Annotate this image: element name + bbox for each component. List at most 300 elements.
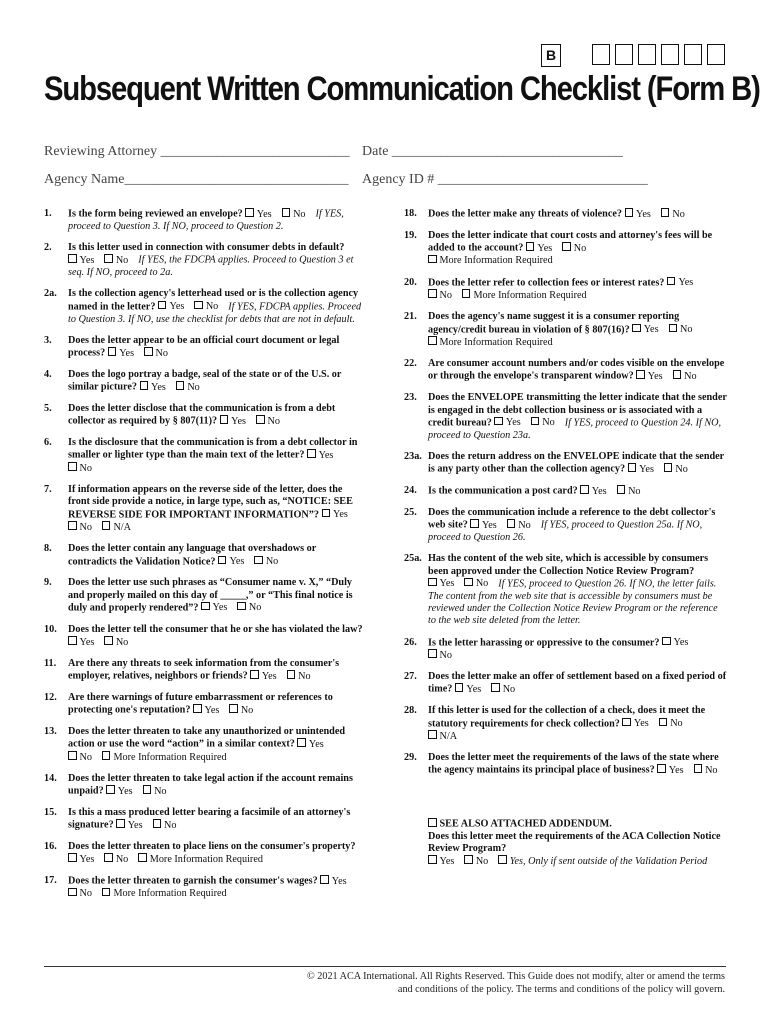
checkbox[interactable]	[144, 347, 153, 356]
question-number: 12.	[44, 691, 57, 703]
agency-id-field[interactable]: Agency ID # ______________________________	[362, 172, 648, 187]
checkbox[interactable]	[68, 888, 77, 897]
checkbox[interactable]	[68, 521, 77, 530]
checkbox[interactable]	[245, 208, 254, 217]
answer-option[interactable]	[143, 786, 167, 797]
answer-option[interactable]	[428, 578, 454, 589]
checkbox[interactable]	[622, 718, 631, 727]
question-number: 23.	[404, 392, 417, 404]
checkbox[interactable]	[102, 521, 111, 530]
question-options	[494, 417, 564, 428]
question-text: Is the communication a post card?	[428, 485, 581, 497]
checkbox[interactable]	[108, 347, 117, 356]
answer-option[interactable]	[144, 348, 168, 359]
question-body	[68, 335, 366, 360]
checkbox[interactable]	[116, 819, 125, 828]
question-number: 17.	[44, 875, 57, 887]
option-label: No	[628, 485, 641, 497]
option-label: More Information Required	[113, 888, 227, 900]
checklist-question	[404, 485, 728, 498]
checkbox[interactable]	[140, 381, 149, 390]
checklist-question	[44, 807, 366, 832]
checkbox[interactable]	[498, 855, 507, 864]
answer-option[interactable]	[254, 556, 278, 567]
option-label: Yes	[212, 602, 228, 614]
question-body	[428, 705, 728, 743]
question-number: 22.	[404, 358, 417, 370]
question-options	[455, 684, 525, 695]
option-label: No	[542, 417, 555, 429]
question-text: Does the letter refer to collection fees or interest rates?	[428, 277, 667, 289]
checklist-question	[44, 242, 366, 279]
answer-option[interactable]	[494, 417, 520, 428]
answer-option[interactable]	[617, 486, 641, 497]
checkbox[interactable]	[68, 751, 77, 760]
question-number: 27.	[404, 671, 417, 683]
question-options	[625, 209, 695, 220]
checkbox[interactable]	[659, 718, 668, 727]
question-number: 25.	[404, 506, 417, 518]
option-label: Yes	[537, 242, 553, 254]
question-body	[68, 484, 366, 534]
question-text: Is the letter harassing or oppressive to the consumer?	[428, 637, 663, 649]
option-label: Yes	[591, 485, 607, 497]
checklist-question	[404, 392, 728, 442]
checkbox[interactable]	[462, 289, 471, 298]
option-label: Yes	[204, 704, 220, 716]
checkbox[interactable]	[470, 519, 479, 528]
checkbox[interactable]	[428, 255, 437, 264]
checkbox[interactable]	[455, 683, 464, 692]
question-text: Does the letter use such phrases as “Consumer name v. X,” “Duly and properly mailed on this day of _____,” or “This final notice is duly and properly rendered”?	[68, 577, 353, 614]
checkbox[interactable]	[106, 785, 115, 794]
checkbox[interactable]	[320, 875, 329, 884]
answer-option[interactable]	[68, 854, 94, 865]
answer-option[interactable]	[256, 416, 280, 427]
option-label: Yes	[229, 556, 245, 568]
checkbox[interactable]	[667, 277, 676, 286]
option-label: No	[265, 556, 279, 568]
question-body	[68, 242, 366, 279]
answer-option[interactable]	[667, 277, 693, 288]
question-number: 14.	[44, 772, 57, 784]
answer-option[interactable]	[102, 888, 227, 899]
checkbox[interactable]	[256, 415, 265, 424]
question-number: 2a.	[44, 288, 57, 300]
question-text: Does the logo portray a badge, seal of the state or of the U.S. or similar picture?	[68, 368, 342, 393]
question-body	[68, 437, 366, 475]
answer-option[interactable]	[104, 637, 128, 648]
question-body	[428, 553, 728, 627]
option-label: No	[205, 301, 219, 313]
option-label: Yes	[636, 208, 651, 220]
answer-option[interactable]	[297, 739, 323, 750]
option-label: No	[187, 381, 200, 393]
question-text: Does the letter threaten to take any unauthorized or unintended action or use the word “action” in a similar context?	[68, 726, 346, 750]
checkbox[interactable]	[104, 636, 113, 645]
reviewing-attorney-field[interactable]: Reviewing Attorney ___________________________	[44, 144, 350, 159]
answer-option[interactable]	[662, 637, 688, 648]
checkbox[interactable]	[562, 242, 571, 251]
option-label: No	[573, 242, 587, 254]
checkbox[interactable]	[664, 463, 673, 472]
checklist-question	[44, 208, 366, 233]
checkbox[interactable]	[661, 208, 670, 217]
question-number: 3.	[44, 334, 52, 346]
answer-option[interactable]	[428, 290, 452, 301]
checkbox[interactable]	[632, 324, 641, 333]
checklist-question	[404, 277, 728, 303]
question-text: Does the letter appear to be an official court document or legal process?	[68, 334, 340, 359]
checkbox[interactable]	[68, 636, 77, 645]
checklist-question	[44, 577, 366, 614]
question-number: 23a.	[404, 450, 422, 462]
checkbox[interactable]	[254, 556, 263, 565]
question-text: If this letter is used for the collection of a check, does it meet the statutory requirements for check collection?	[428, 705, 706, 729]
addendum-options	[428, 855, 728, 868]
question-options	[116, 820, 186, 831]
answer-option[interactable]	[282, 209, 306, 220]
question-body	[68, 875, 366, 901]
checkbox[interactable]	[297, 738, 306, 747]
question-options	[220, 416, 290, 427]
checkbox[interactable]	[68, 254, 77, 263]
answer-option[interactable]	[138, 854, 263, 865]
question-options	[68, 637, 138, 648]
answer-option[interactable]	[428, 731, 457, 742]
checkbox[interactable]	[507, 519, 516, 528]
checkbox[interactable]	[104, 853, 113, 862]
option-label: No	[115, 636, 129, 648]
question-text: Are there any threats to seek information from the consumer's employer, relatives, neighbors or friends?	[68, 657, 340, 682]
id-box[interactable]	[684, 44, 702, 65]
checklist-question	[404, 752, 728, 777]
answer-option[interactable]	[68, 752, 92, 763]
checkbox[interactable]	[218, 556, 227, 565]
option-label: More Information Required	[439, 336, 553, 348]
option-label: No	[267, 415, 280, 427]
option-label: Yes	[127, 819, 143, 831]
checkbox[interactable]	[669, 324, 678, 333]
question-number: 8.	[44, 543, 52, 555]
answer-option[interactable]	[140, 382, 166, 393]
question-body	[68, 577, 366, 614]
checkbox[interactable]	[250, 670, 259, 679]
answer-option[interactable]	[287, 671, 311, 682]
date-field[interactable]: Date _________________________________	[362, 144, 623, 159]
checkbox[interactable]	[158, 301, 167, 310]
checkbox[interactable]	[628, 463, 637, 472]
option-label: Yes, Only if sent outside of the Validation Period	[509, 855, 708, 867]
checkbox[interactable]	[428, 578, 437, 587]
answer-option[interactable]	[507, 520, 531, 531]
question-number: 4.	[44, 368, 52, 380]
question-options	[580, 486, 650, 497]
checkbox[interactable]	[662, 637, 671, 646]
checkbox[interactable]	[68, 462, 77, 471]
option-label: Yes	[333, 509, 348, 521]
answer-option[interactable]	[636, 371, 662, 382]
question-options	[470, 520, 540, 531]
answer-option[interactable]	[102, 522, 131, 533]
answer-option[interactable]	[455, 684, 481, 695]
checkbox[interactable]	[491, 683, 500, 692]
option-label: Yes	[647, 370, 663, 382]
checkbox[interactable]	[102, 751, 111, 760]
id-box[interactable]	[615, 44, 633, 65]
checklist-question	[44, 543, 366, 568]
question-body	[68, 369, 366, 394]
answer-option[interactable]	[664, 464, 688, 475]
option-label: Yes	[678, 277, 694, 289]
answer-option[interactable]	[669, 324, 693, 335]
question-number: 9.	[44, 577, 52, 589]
option-label: No	[115, 853, 129, 865]
question-note: If YES, proceed to Question 25a. If NO, proceed to Question 26.	[428, 519, 703, 543]
checkbox[interactable]	[176, 381, 185, 390]
answer-option[interactable]	[628, 464, 654, 475]
answer-option[interactable]	[68, 255, 94, 266]
answer-option[interactable]	[108, 348, 134, 359]
question-options	[636, 371, 706, 382]
answer-option[interactable]	[322, 509, 348, 520]
checkbox[interactable]	[494, 417, 503, 426]
question-number: 11.	[44, 657, 57, 669]
question-options	[628, 464, 698, 475]
answer-option[interactable]	[220, 416, 246, 427]
form-id-boxes[interactable]	[592, 44, 725, 65]
checkbox[interactable]	[102, 888, 111, 897]
option-label: Yes	[261, 670, 277, 682]
answer-option[interactable]	[104, 854, 128, 865]
checkbox[interactable]	[428, 730, 437, 739]
checkbox[interactable]	[143, 785, 152, 794]
answer-option[interactable]	[229, 705, 253, 716]
checkbox[interactable]	[464, 855, 473, 864]
answer-option[interactable]	[694, 765, 718, 776]
question-options	[108, 348, 178, 359]
option-label: No	[164, 819, 177, 831]
checkbox[interactable]	[138, 853, 147, 862]
checkbox[interactable]	[220, 415, 229, 424]
option-label: Yes	[481, 519, 497, 531]
answer-option[interactable]	[428, 650, 452, 661]
checkbox[interactable]	[153, 819, 162, 828]
answer-option[interactable]	[470, 520, 496, 531]
question-note: If YES, the FDCPA applies. Proceed to Question 3 et seq. If NO, proceed to 2a.	[68, 254, 354, 279]
answer-option[interactable]	[68, 888, 92, 899]
answer-option[interactable]	[562, 243, 586, 254]
question-number: 5.	[44, 403, 52, 415]
answer-option[interactable]	[116, 820, 142, 831]
option-label: No	[439, 289, 452, 301]
question-body	[428, 277, 728, 303]
checkbox[interactable]	[673, 370, 682, 379]
answer-option[interactable]	[158, 301, 184, 312]
answer-option[interactable]	[659, 718, 683, 729]
checklist-question	[404, 208, 728, 221]
answer-option[interactable]	[632, 324, 658, 335]
question-options	[201, 602, 271, 613]
option-label: No	[79, 521, 92, 533]
option-label: More Information Required	[113, 751, 227, 763]
checkbox[interactable]	[201, 602, 210, 611]
option-label: No	[115, 254, 129, 266]
answer-option[interactable]	[657, 765, 683, 776]
checkbox[interactable]	[464, 578, 473, 587]
option-label: Yes	[466, 683, 482, 695]
answer-option[interactable]	[102, 752, 227, 763]
checkbox[interactable]	[657, 764, 666, 773]
answer-option[interactable]	[531, 417, 555, 428]
answer-option[interactable]	[625, 209, 651, 220]
checkbox[interactable]	[307, 449, 316, 458]
answer-option[interactable]	[106, 786, 132, 797]
checkbox[interactable]	[282, 208, 291, 217]
answer-option[interactable]	[580, 486, 606, 497]
answer-option[interactable]	[201, 602, 227, 613]
question-text: Does the return address on the ENVELOPE indicate that the sender is any party other than the collection agency?	[428, 450, 725, 475]
answer-option[interactable]	[250, 671, 276, 682]
id-box[interactable]	[661, 44, 679, 65]
checkbox[interactable]	[193, 704, 202, 713]
checkbox[interactable]	[237, 602, 246, 611]
answer-option[interactable]	[218, 556, 244, 567]
option-label: Yes	[439, 855, 455, 867]
checkbox[interactable]	[428, 336, 437, 345]
answer-option[interactable]	[428, 337, 553, 348]
question-number: 13.	[44, 726, 57, 737]
question-body	[428, 752, 728, 777]
checkbox[interactable]	[694, 764, 703, 773]
checkbox[interactable]	[68, 853, 77, 862]
question-number: 18.	[404, 208, 417, 219]
answer-option[interactable]	[498, 856, 707, 867]
answer-option[interactable]	[153, 820, 177, 831]
answer-option[interactable]	[68, 637, 94, 648]
answer-option[interactable]	[673, 371, 697, 382]
answer-option[interactable]	[428, 856, 454, 867]
answer-option[interactable]	[237, 602, 261, 613]
id-box[interactable]	[707, 44, 725, 65]
checkbox[interactable]	[104, 254, 113, 263]
question-text: Does the letter make any threats of violence?	[428, 208, 625, 220]
question-text: Is the disclosure that the communication is from a debt collector in smaller or lighter type than the main text of the letter?	[68, 437, 358, 461]
option-label: No	[240, 704, 254, 716]
checkbox[interactable]	[287, 670, 296, 679]
left-question-column	[44, 208, 366, 910]
checkbox[interactable]	[322, 509, 331, 518]
question-body	[428, 392, 728, 442]
question-body	[68, 773, 366, 798]
checkbox[interactable]	[428, 289, 437, 298]
footer-divider	[44, 966, 726, 967]
checkbox[interactable]	[531, 417, 540, 426]
option-label: More Information Required	[149, 853, 263, 865]
answer-option[interactable]	[622, 718, 648, 729]
answer-option[interactable]	[428, 255, 553, 266]
option-label: No	[154, 785, 167, 797]
answer-option[interactable]	[104, 255, 128, 266]
answer-option[interactable]	[526, 243, 552, 254]
question-text: Does the letter indicate that court costs and attorney's fees will be added to the account?	[428, 229, 713, 254]
checkbox[interactable]	[428, 855, 437, 864]
answer-option[interactable]	[462, 290, 587, 301]
option-label: No	[502, 683, 516, 695]
option-label: No	[705, 764, 718, 776]
question-number: 1.	[44, 208, 52, 219]
option-label: Yes	[308, 738, 324, 750]
answer-option[interactable]	[464, 578, 488, 589]
question-text: Does the letter contain any language that overshadows or contradicts the Validation Notice?	[68, 543, 317, 568]
question-number: 15.	[44, 806, 57, 818]
option-label: No	[475, 578, 489, 590]
addendum-checkbox[interactable]	[428, 818, 437, 827]
question-text: Is this a mass produced letter bearing a facsimile of an attorney's signature?	[68, 806, 351, 831]
question-options	[428, 578, 498, 589]
checklist-question	[44, 658, 366, 683]
question-options	[68, 854, 273, 865]
answer-option[interactable]	[68, 522, 92, 533]
option-label: Yes	[331, 875, 347, 887]
answer-option[interactable]	[661, 209, 685, 220]
option-label: No	[475, 855, 489, 867]
agency-name-field[interactable]: Agency Name________________________________	[44, 172, 349, 187]
checklist-question	[404, 358, 728, 383]
checkbox[interactable]	[636, 370, 645, 379]
checkbox[interactable]	[526, 242, 535, 251]
question-text: Is the collection agency's letterhead used or is the collection agency named in the letter?	[68, 288, 359, 313]
id-box[interactable]	[638, 44, 656, 65]
checklist-question	[404, 637, 728, 663]
question-number: 10.	[44, 623, 57, 635]
answer-option[interactable]	[320, 876, 346, 887]
option-label: Yes	[639, 463, 654, 475]
addendum-question: Does this letter meet the requirements of the ACA Collection Notice Review Program?	[428, 830, 721, 855]
answer-option[interactable]	[194, 301, 218, 312]
answer-option[interactable]	[68, 463, 92, 474]
answer-option[interactable]	[176, 382, 200, 393]
checkbox[interactable]	[625, 208, 634, 217]
question-body	[428, 507, 728, 544]
answer-option[interactable]	[491, 684, 515, 695]
question-note: If YES, proceed to Question 3. If NO, proceed to Question 2.	[68, 208, 344, 232]
answer-option[interactable]	[245, 209, 271, 220]
question-number: 6.	[44, 437, 52, 449]
question-number: 19.	[404, 229, 417, 241]
checklist-question	[404, 553, 728, 627]
question-options	[193, 705, 263, 716]
question-text: Has the content of the web site, which is accessible by consumers been approved under the Collection Notice Review Program?	[428, 553, 709, 577]
checkbox[interactable]	[580, 485, 589, 494]
question-body	[68, 543, 366, 568]
question-body	[68, 403, 366, 428]
id-box[interactable]	[592, 44, 610, 65]
checkbox[interactable]	[617, 485, 626, 494]
answer-option[interactable]	[307, 450, 333, 461]
checkbox[interactable]	[428, 649, 437, 658]
answer-option[interactable]	[193, 705, 219, 716]
checkbox[interactable]	[194, 301, 203, 310]
question-body	[68, 692, 366, 717]
question-body	[68, 807, 366, 832]
option-label: No	[79, 888, 92, 900]
question-number: 21.	[404, 311, 417, 323]
question-options	[68, 255, 138, 266]
answer-option[interactable]	[464, 856, 488, 867]
checklist-question	[44, 288, 366, 325]
checkbox[interactable]	[229, 704, 238, 713]
